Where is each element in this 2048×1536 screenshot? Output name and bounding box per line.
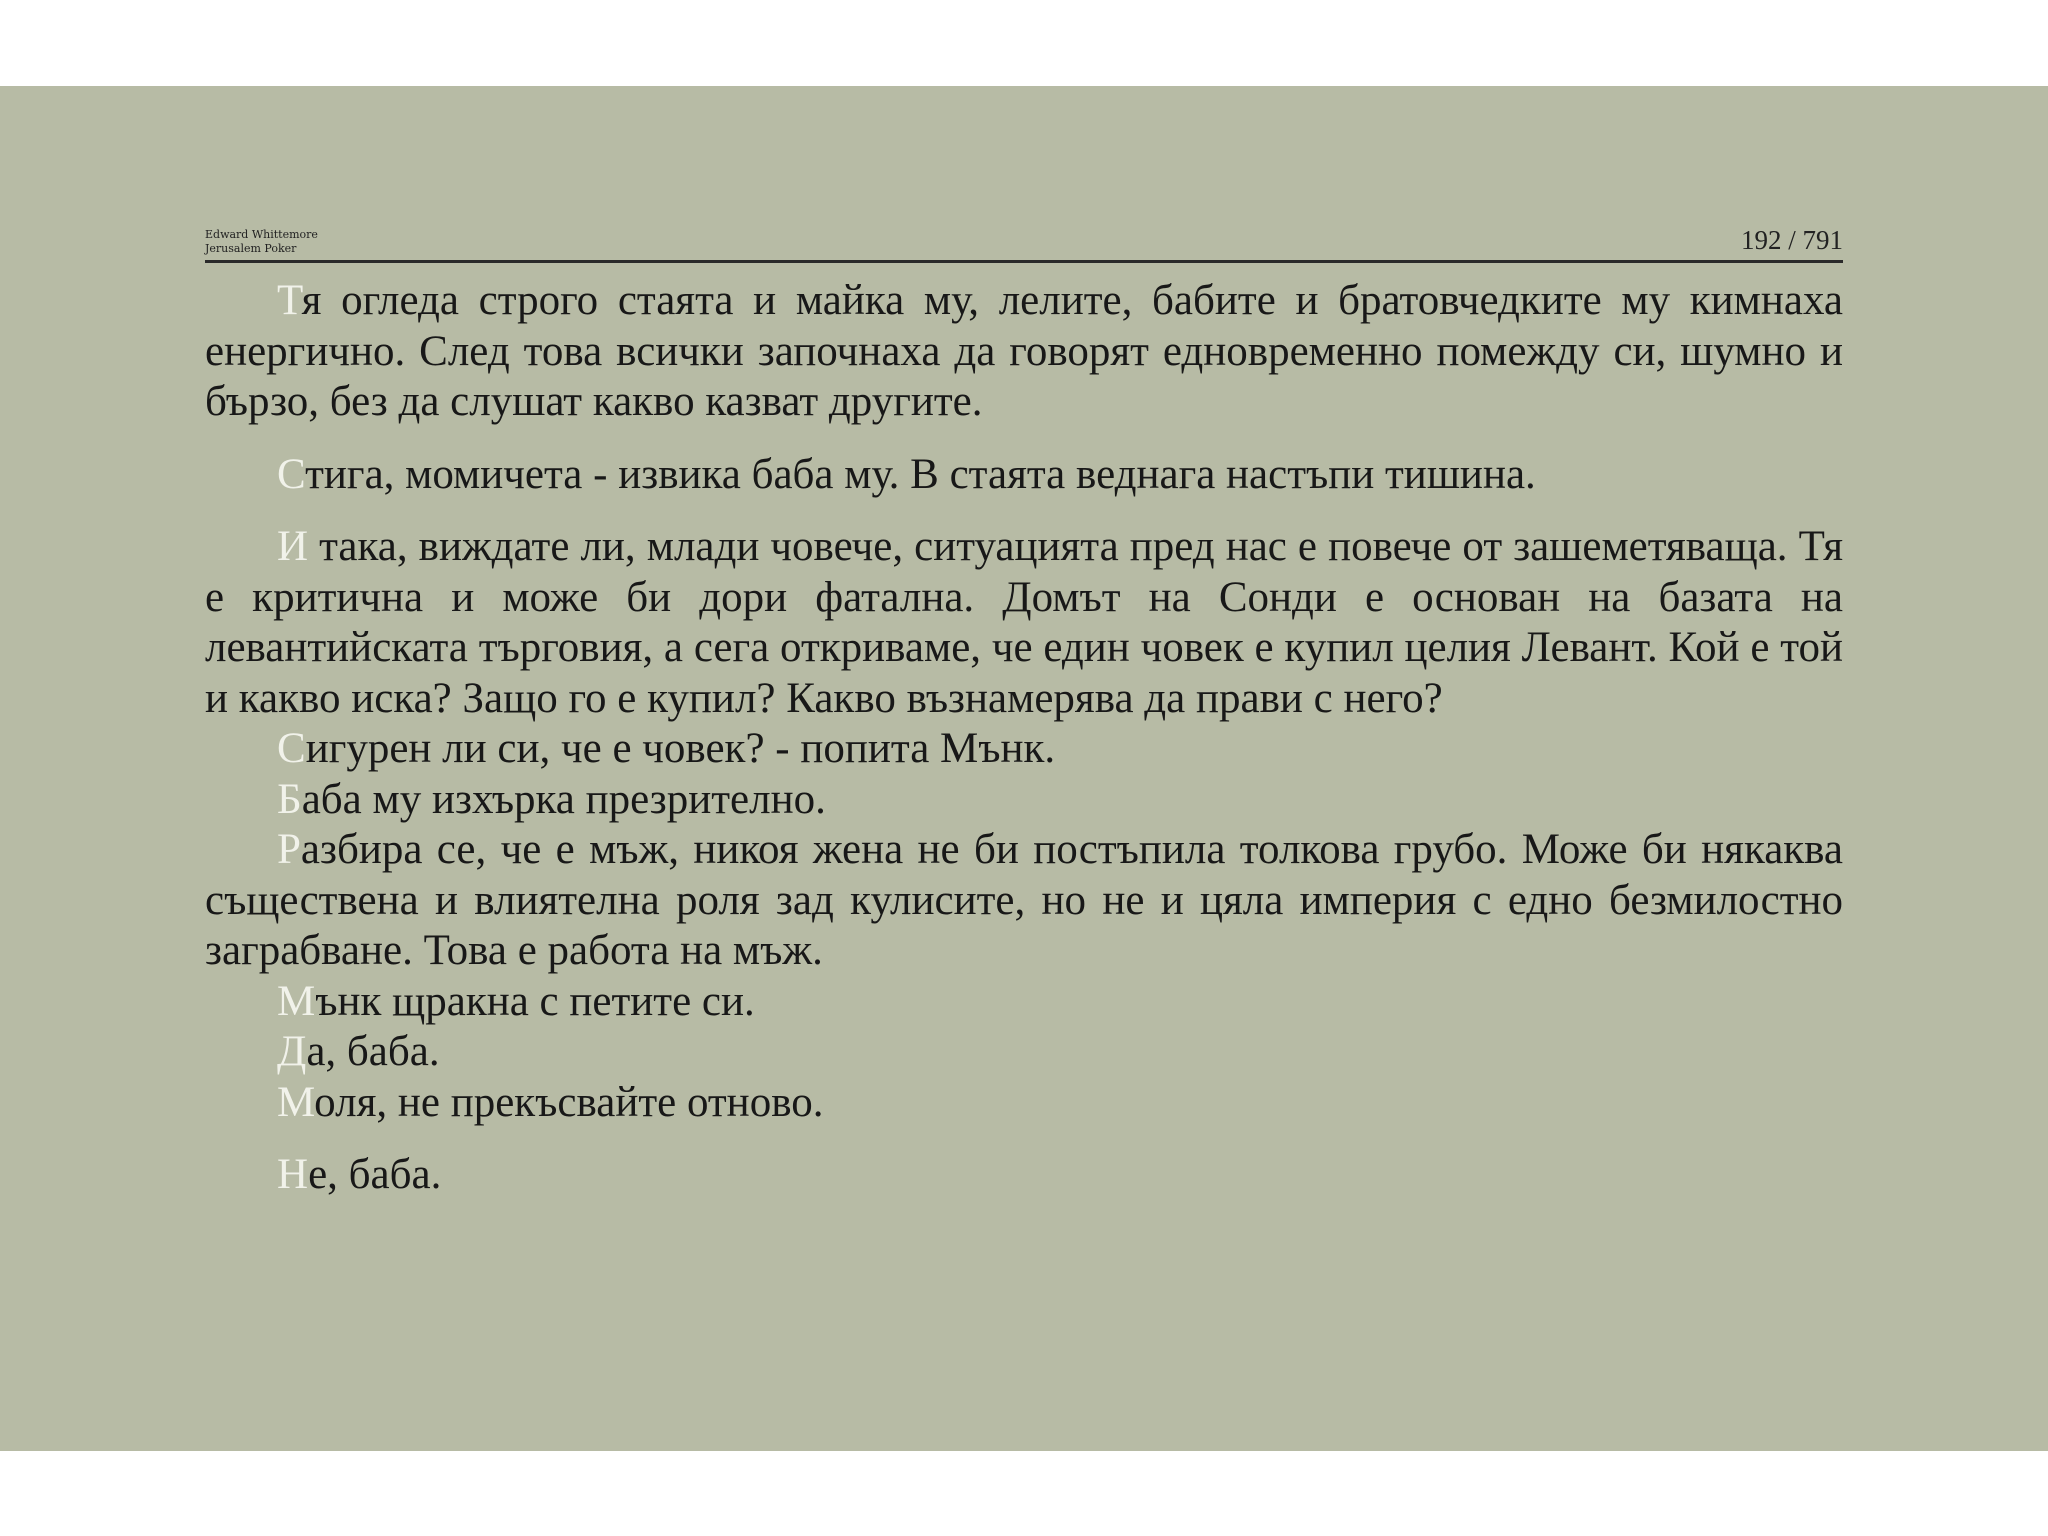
paragraph-initial: М — [277, 1078, 315, 1126]
paragraph-text: така, виждате ли, млади човече, ситуацията пред нас е повече от зашеметяваща. Тя е критична и може би дори фатална. Домът на Сонди е основан на базата на левантийската търговия, а сега откриваме, че един човек е купил целия Левант. Кой е той и какво иска? Защо го е купил? Какво възнамерява да прави с него? — [205, 523, 1843, 722]
paragraph — [205, 522, 1843, 724]
paragraph — [205, 1027, 1843, 1078]
paragraph-text: е, баба. — [308, 1151, 442, 1198]
paragraph — [205, 977, 1843, 1028]
paragraph-initial: И — [277, 523, 309, 570]
book-title: Jerusalem Poker — [205, 242, 297, 255]
paragraph-initial: С — [277, 450, 306, 498]
paragraph-initial: Н — [277, 1151, 309, 1198]
paragraph-initial: Р — [277, 826, 301, 873]
paragraph-initial: Б — [277, 775, 302, 823]
paragraph-text: оля, не прекъсвайте отново. — [314, 1078, 824, 1126]
paragraph — [205, 1150, 1843, 1201]
paragraph-initial: С — [277, 725, 306, 772]
paragraph — [205, 775, 1843, 826]
paragraph — [205, 724, 1843, 775]
book-info — [205, 228, 318, 256]
author-name: Edward Whittemore — [205, 228, 318, 241]
paragraph-text: аба му изхърка презрително. — [301, 775, 826, 823]
paragraph-text: тига, момичета - извика баба му. В стаята веднага настъпи тишина. — [305, 450, 1536, 498]
paragraph — [205, 1078, 1843, 1129]
paragraph-initial: Д — [277, 1028, 307, 1075]
page-counter: 192 / 791 — [1740, 225, 1843, 255]
paragraph-text: я огледа строго стаята и майка му, лелите, бабите и братовчедките му кимнаха енергично. След това всички започнаха да говорят едновременно помежду си, шумно и бързо, без да слушат какво казват другите. — [205, 277, 1843, 425]
paragraph — [205, 450, 1843, 501]
paragraph — [205, 825, 1843, 977]
running-header — [205, 136, 1843, 263]
paragraph-text: игурен ли си, че е човек? - попита Мънк. — [305, 725, 1056, 772]
paragraph-initial: М — [277, 977, 316, 1025]
paragraph-initial: Т — [277, 277, 302, 324]
paragraph — [205, 276, 1843, 428]
paragraph-text: азбира се, че е мъж, никоя жена не би постъпила толкова грубо. Може би някаква съществена и влиятелна роля зад кулисите, но не и цяла империя с едно безмилостно заграбване. Това е работа на мъж. — [205, 826, 1843, 974]
paragraph-text: ънк щракна с петите си. — [315, 977, 755, 1025]
book-text — [205, 276, 1843, 1201]
paragraph-text: а, баба. — [306, 1028, 440, 1075]
